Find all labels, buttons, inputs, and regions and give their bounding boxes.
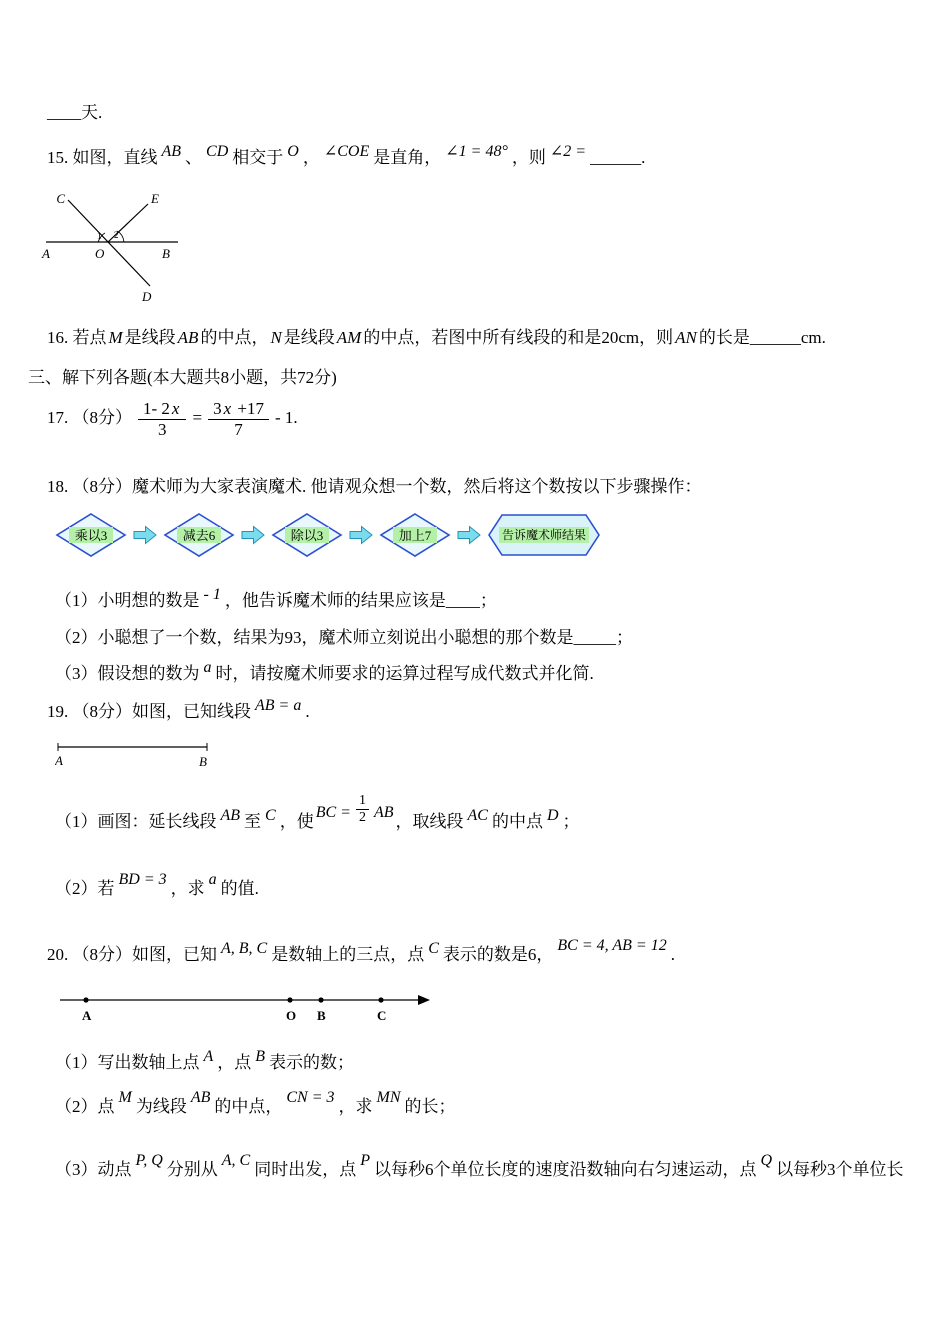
q15-point-o: O [287,143,299,160]
flow-step-multiply-label: 乘以3 [74,528,108,543]
flow-arrow-path [134,527,156,544]
q20-s2-t4: 的长； [404,1097,456,1116]
q19-h-t1: . [305,702,310,721]
q19-s1-ab: AB [220,807,241,825]
q19-label-a: A [55,753,63,768]
q20-s3-p: P [360,1152,370,1169]
q20-s1-b: B [255,1048,266,1065]
q20-s3-t3: 以每秒6个单位长度的速度沿数轴向右匀速运动，点 [374,1160,757,1179]
question-19-stem [47,697,310,722]
q19-s1-ab2: AB [373,804,394,822]
q17-frac-right-den: 7 [234,419,243,439]
q20-number-line-svg [58,984,446,1026]
q18-s1-t0: （1）小明想的数是 [55,591,200,610]
flow-step-add [379,512,451,558]
q19-bc-half-ab [314,793,396,826]
q17-tail: - 1 [274,407,294,427]
q19-part2 [55,871,259,899]
flow-arrow-icon [457,525,481,545]
q20-label-o: O [286,1008,297,1023]
q20-s2-ab: AB [190,1089,211,1106]
question-17 [47,399,298,439]
q17-dot: . [293,407,298,427]
flow-step-multiply [55,512,127,558]
q20-s2-t2: 的中点， [214,1097,283,1116]
q18-flow-diagram [55,512,601,558]
q16-point-n: N [270,328,282,347]
q17-frac-left-num [138,399,186,420]
q20-label-c: C [377,1008,387,1023]
q20-s3-q: Q [760,1152,773,1169]
q20-axis-arrowhead [418,995,430,1005]
q15-line-ab: AB [161,143,182,160]
q20-h-t1: 是数轴上的三点，点 [271,945,425,964]
q19-bd-equals-3: BD = 3 [118,871,167,888]
fill-blank-days-line [47,98,102,123]
q19-s1-t5: ； [562,812,580,832]
flow-arrow-icon [349,525,373,545]
q15-t4: 是直角， [373,148,442,167]
q19-s1-t4: 的中点 [491,812,543,832]
q17-frac-left-den: 3 [157,419,167,439]
q18-part3 [55,659,594,684]
q20-figure [58,984,446,1031]
q20-h-t3: . [670,945,675,964]
q16-t3: 是线段 [283,328,335,347]
q18-s3-var-a: a [203,659,212,676]
q19-s2-t0: （2）若 [55,879,115,898]
q15-label-c: C [56,191,65,206]
q16-t6: 的长是 [698,328,750,347]
q19-s2-t2: 的值. [220,879,259,898]
q20-point-c: C [428,940,439,957]
q17-n1-var: x [171,399,180,418]
q15-t3: ， [302,148,320,167]
q19-h-t0: 19. （8分）如图，已知线段 [47,702,251,721]
q20-dot-o [287,997,292,1002]
q15-label-angle1: 1 [97,231,102,241]
q16-sum-value: 20cm [601,328,640,347]
flow-arrow-icon [241,525,265,545]
section-3-heading [28,363,337,388]
q19-half-den: 2 [358,810,366,826]
q20-h-t2: 表示的数是6， [442,945,554,964]
q17-equals: = [192,407,203,427]
q19-figure [55,734,220,773]
q15-label-angle2: 2 [114,230,119,240]
q18-s1-value: - 1 [203,586,221,603]
q20-dot-b [318,997,323,1002]
q15-label-o: O [95,246,105,261]
q20-s3-t4: 以每秒3个单位长 [776,1160,904,1179]
q15-line-cd: CD [206,143,229,160]
q19-part1 [55,793,580,836]
flow-arrow-path [242,527,264,544]
q20-dot-c [378,997,383,1002]
q19-var-a: a [208,871,217,888]
q20-s1-t1: ，点 [217,1053,252,1072]
q20-part3 [55,1152,904,1180]
q15-label-b: B [162,246,170,261]
q19-s2-t1: ，求 [170,879,205,898]
q18-s1-blank: ____； [445,591,497,610]
q20-label-a: A [82,1008,92,1023]
q17-frac-right-num [208,399,269,420]
q18-part1 [55,586,497,611]
q20-s3-pq: P, Q [135,1152,163,1169]
q20-s3-ac: A, C [221,1152,251,1169]
q19-label-b: B [199,754,207,768]
q16-seg-am: AM [336,328,362,347]
q20-s2-t3: ，求 [338,1097,373,1116]
q19-s1-ac: AC [467,807,488,825]
flow-step-add-label: 加上7 [398,528,432,543]
q18-s2-t0: （2）小聪想了一个数，结果为93，魔术师立刻说出小聪想的那个数是 [55,628,574,647]
q18-intro: 18. （8分）魔术师为大家表演魔术. 他请观众想一个数，然后将这个数按以下步骤操作： [47,477,702,496]
question-20-stem [47,937,675,965]
q16-t5: ，则 [639,328,674,347]
q19-figure-svg [55,734,220,768]
q20-s3-t2: 同时出发，点 [254,1160,357,1179]
q15-answer-blank: ______. [590,148,646,167]
q18-s2-blank: _____； [573,628,633,647]
q16-t2: 的中点， [200,328,269,347]
q15-angle-coe: ∠COE [323,143,370,160]
q20-label-b: B [317,1008,326,1023]
q17-n2-var: x [223,399,232,418]
q16-t4: 的中点，若图中所有线段的和是 [363,328,602,347]
q20-s2-t1: 为线段 [135,1097,187,1116]
flow-result-label: 告诉魔术师结果 [501,528,587,542]
q17-label: 17. （8分） [47,407,132,427]
q19-s1-t0: （1）画图：延长线段 [55,812,217,832]
q15-angle1-value: ∠1 = 48° [445,143,508,160]
flow-arrow-path [458,527,480,544]
q16-answer-blank: ______cm. [749,328,826,347]
q15-t5: ，则 [511,148,546,167]
q15-t2: 相交于 [232,148,284,167]
q19-half-fraction [356,793,369,826]
q16-t1: 是线段 [124,328,176,347]
question-18-stem [47,472,702,497]
q15-t1: 、 [185,148,203,167]
q19-s1-t3: ，取线段 [395,812,464,832]
q20-s1-a: A [203,1048,214,1065]
q20-s2-t0: （2）点 [55,1097,115,1116]
q19-s1-t1: 至 [244,812,262,832]
q15-label-e: E [151,191,159,206]
q17-n2a: 3 [213,399,222,418]
section-3-title: 三、解下列各题(本大题共8小题，共72分) [28,368,337,387]
q16-seg-ab: AB [177,328,199,347]
q16-seg-an: AN [675,328,697,347]
q18-part2 [55,623,633,648]
q15-figure [38,188,188,311]
q20-points-abc: A, B, C [221,940,268,957]
q20-s2-cn: CN = 3 [286,1089,335,1106]
question-16-stem [47,323,826,348]
q15-t0: 15. 如图，直线 [47,148,158,167]
q16-t0: 16. 若点 [47,328,107,347]
q17-n2c: +17 [233,399,264,418]
q19-s1-d: D [546,807,559,825]
q19-s1-t2: ，使 [279,812,314,832]
q20-s2-m: M [118,1089,132,1106]
flow-step-divide [271,512,343,558]
flow-result-box [487,513,601,557]
q20-s1-t2: 表示的数； [269,1053,355,1072]
flow-arrow-path [350,527,372,544]
flow-step-subtract-label: 减去6 [182,528,216,543]
days-blank: ____天. [47,103,103,122]
q19-half-num: 1 [356,793,369,810]
q20-s3-t0: （3）动点 [55,1160,132,1179]
question-15-stem [47,143,645,168]
q16-point-m: M [108,328,123,347]
q17-frac-left [138,399,186,439]
q15-angle2-expr: ∠2 = [549,143,587,160]
flow-arrow-icon [133,525,157,545]
q19-ab-equals-a: AB = a [255,697,302,714]
q20-dot-a [83,997,88,1002]
q20-part2 [55,1089,456,1117]
q20-s2-mn: MN [376,1089,401,1106]
flow-step-divide-label: 除以3 [290,528,324,543]
q18-s1-t1: ，他告诉魔术师的结果应该是 [224,591,446,610]
flow-step-subtract [163,512,235,558]
q18-s3-t1: 时，请按魔术师要求的运算过程写成代数式并化简. [215,664,594,683]
q17-frac-right [208,399,269,439]
q20-part1 [55,1048,354,1073]
q20-bc-ab-values: BC = 4, AB = 12 [557,937,667,954]
q15-line-CD-shape [68,200,150,286]
q15-figure-svg [38,188,188,306]
q18-s3-t0: （3）假设想的数为 [55,664,200,683]
q17-n1a: 1- 2 [143,399,170,418]
q15-label-d: D [142,289,152,304]
q20-s3-t1: 分别从 [166,1160,218,1179]
q15-label-a: A [42,246,50,261]
q20-h-t0: 20. （8分）如图，已知 [47,945,217,964]
q19-s1-c: C [265,807,276,825]
q20-s1-t0: （1）写出数轴上点 [55,1053,200,1072]
q19-s1-bc-eq: BC = [315,804,351,822]
